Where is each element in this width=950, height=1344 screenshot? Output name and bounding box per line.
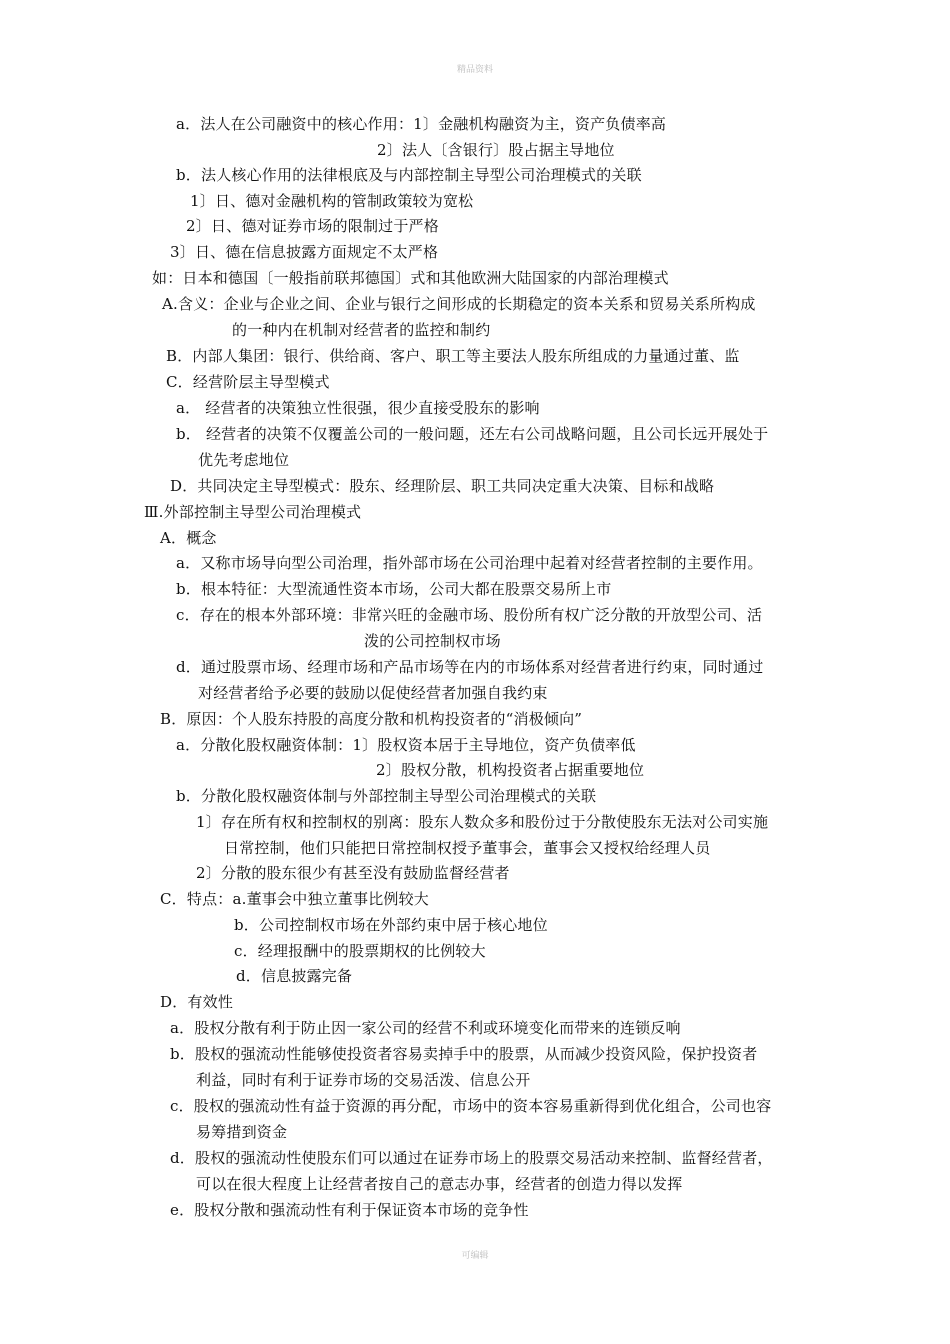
text-line: 可以在很大程度上让经营者按自己的意志办事，经营者的创造力得以发挥 xyxy=(196,1175,683,1193)
text-line: b．根本特征：大型流通性资本市场，公司大都在股票交易所上市 xyxy=(176,580,612,598)
text-line: 2〕股权分散，机构投资者占据重要地位 xyxy=(376,761,645,779)
text-line: D．有效性 xyxy=(160,993,234,1011)
text-line: a． 经营者的决策独立性很强，很少直接受股东的影响 xyxy=(176,399,540,417)
text-line: C．特点：a.董事会中独立董事比例较大 xyxy=(160,890,429,908)
text-line: 2〕日、德对证券市场的限制过于严格 xyxy=(186,217,439,235)
text-line: A．概念 xyxy=(160,529,217,547)
text-line: 3〕日、德在信息披露方面规定不太严格 xyxy=(170,243,439,261)
text-line: d．通过股票市场、经理市场和产品市场等在内的市场体系对经营者进行约束，同时通过 xyxy=(176,658,764,676)
text-line: 2〕分散的股东很少有甚至没有鼓励监督经营者 xyxy=(196,864,510,882)
text-line: b．公司控制权市场在外部约束中居于核心地位 xyxy=(234,916,548,934)
text-line: 对经营者给予必要的鼓励以促使经营者加强自我约束 xyxy=(198,684,548,702)
text-line: d．信息披露完备 xyxy=(236,967,353,985)
text-line: a．股权分散有利于防止因一家公司的经营不利或环境变化而带来的连锁反响 xyxy=(170,1019,681,1037)
text-line: 利益，同时有利于证券市场的交易活泼、信息公开 xyxy=(196,1071,531,1089)
text-line: 泼的公司控制权市场 xyxy=(364,632,501,650)
text-line: b．法人核心作用的法律根底及与内部控制主导型公司治理模式的关联 xyxy=(176,166,642,184)
text-line: d．股权的强流动性使股东们可以通过在证券市场上的股票交易活动来控制、监督经营者， xyxy=(170,1149,773,1167)
text-line: 1〕存在所有权和控制权的别离：股东人数众多和股份过于分散使股东无法对公司实施 xyxy=(196,813,769,831)
text-line: 2〕法人〔含银行〕股占据主导地位 xyxy=(377,141,615,159)
text-line: c．存在的根本外部环境：非常兴旺的金融市场、股份所有权广泛分散的开放型公司、活 xyxy=(176,606,763,624)
text-line: Ⅲ.外部控制主导型公司治理模式 xyxy=(144,503,362,521)
text-line: a．又称市场导向型公司治理，指外部市场在公司治理中起着对经营者控制的主要作用。 xyxy=(176,554,763,572)
text-line: c．股权的强流动性有益于资源的再分配，市场中的资本容易重新得到优化组合，公司也容 xyxy=(170,1097,772,1115)
text-line: C．经营阶层主导型模式 xyxy=(166,373,330,391)
text-line: 如：日本和德国〔一般指前联邦德国〕式和其他欧洲大陆国家的内部治理模式 xyxy=(152,269,669,287)
text-line: e．股权分散和强流动性有利于保证资本市场的竞争性 xyxy=(170,1201,529,1219)
text-line: B．原因：个人股东持股的高度分散和机构投资者的“消极倾向” xyxy=(160,710,583,728)
header-watermark: 精品资料 xyxy=(456,65,493,75)
text-line: 日常控制，他们只能把日常控制权授予董事会，董事会又授权给经理人员 xyxy=(224,839,711,857)
text-line: 优先考虑地位 xyxy=(198,451,290,469)
text-line: A.含义：企业与企业之间、企业与银行之间形成的长期稳定的资本关系和贸易关系所构成 xyxy=(162,295,756,313)
text-line: 的一种内在机制对经营者的监控和制约 xyxy=(232,321,491,339)
text-line: b．股权的强流动性能够使投资者容易卖掉手中的股票，从而减少投资风险，保护投资者 xyxy=(170,1045,758,1063)
text-line: b． 经营者的决策不仅覆盖公司的一般问题，还左右公司战略问题，且公司长远开展处于 xyxy=(176,425,769,443)
text-line: 易筹措到资金 xyxy=(196,1123,288,1141)
footer-watermark: 可编辑 xyxy=(461,1251,489,1261)
text-line: a．法人在公司融资中的核心作用：1〕金融机构融资为主，资产负债率高 xyxy=(176,115,667,133)
text-line: B．内部人集团：银行、供给商、客户、职工等主要法人股东所组成的力量通过董、监 xyxy=(166,347,740,365)
text-line: b．分散化股权融资体制与外部控制主导型公司治理模式的关联 xyxy=(176,787,597,805)
text-line: 1〕日、德对金融机构的管制政策较为宽松 xyxy=(190,192,474,210)
text-line: D．共同决定主导型模式：股东、经理阶层、职工共同决定重大决策、目标和战略 xyxy=(170,477,715,495)
text-line: a．分散化股权融资体制：1〕股权资本居于主导地位，资产负债率低 xyxy=(176,736,636,754)
text-line: c．经理报酬中的股票期权的比例较大 xyxy=(234,942,486,960)
